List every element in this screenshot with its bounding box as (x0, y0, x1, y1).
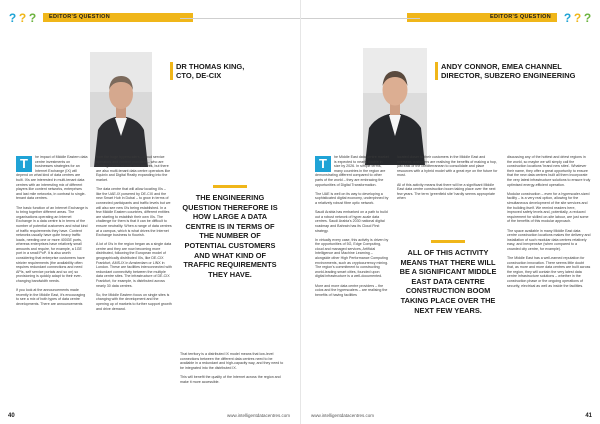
paragraph: located closer to their customers in the Middle East and overseas customers are realising the benefits of making a hop, just east of the Mediterranean to consolidate and place resources with a hybrid model with a great eye on the future for most. (397, 155, 498, 178)
paragraph: The Middle East has a well-earned reputation for construction innovation. There seems little doubt that, as more and more data centres are built across the region, they will contain the very latest data centre infrastructure solutions – whether in the construction phase or the ongoing operations of security, electrical as well as inside the facilities. (507, 256, 591, 288)
paragraph: That territory is a distributed IX model means that low-level connections between the different data centres need to be available in a redundant and high-capacity way, and they need to be integrated into the distributed IX. (180, 352, 284, 370)
drop-cap: T (315, 156, 331, 172)
paragraph: This will benefit the quality of the Internet across the region and make it more accessible. (180, 374, 281, 384)
paragraph: Modular construction – even for a hyperscaler-sized facility – is a very real option, allowing for the simultaneous development of the site services and the building itself. We remind readers here, improved safety levels and, potentially, a reduced requirement for skilled on-site labour, are just some of the benefits of this modular approach. (507, 191, 590, 224)
article-column-2 (397, 155, 499, 206)
paragraph: All of this activity means that there will be a significant Middle East data centre construction boom taking place over the next few years. The term 'greenfield site' hardly seems appropriate when (397, 182, 496, 201)
question-marks-logo (563, 12, 592, 24)
question-marks-logo (8, 12, 37, 24)
paragraph: More and more data centre providers – the colos and the hyperscalers – are realising the benefits of having facilities (315, 283, 388, 297)
right-page (300, 0, 600, 424)
article-column-1 (315, 155, 389, 302)
speaker-name: ANDY CONNOR, EMEA CHANNEL (441, 62, 562, 71)
paragraph: If you look at the announcements made recently in the Middle East, it's encouraging to see a mix of both types of data centre developments. There are announcements (16, 288, 86, 306)
paragraph: In virtually every case, this activity is driven by the opportunities of 5G, Edge Computing, cloud and managed services, Artificial Intelligence and Machine Learning – alongside other High Performance Computing environments, such as cryptocurrency mining. The region's commitment to constructing world-leading smart cities, founded upon digital infrastructure is a well-documented. (315, 237, 389, 279)
footer-url: www.intelligentdatacentres.com (311, 413, 375, 418)
article-column-2 (96, 155, 172, 316)
paragraph: The basic function of an Internet Exchange is to bring together different areas. The organisations operating an Internet Exchange in a data centre is in terms of the number of potential customers and what kind of traffic requirements they have. Content networks usually have quite heavy traffic loads, needing one or more 400GE ports, whereas enterprises have relatively small amounts and require, for example, a 1GE port in a small PoP. It is also worth considering that enterprise customers have stricter requirements (the availability often requires redundant connections and need APIs, self service portals and so on) so provisioning is quickly adapt to their ever-changing bandwidth needs. (16, 205, 88, 284)
speaker-name-block (441, 62, 591, 80)
question-mark-icon: ? (18, 10, 27, 25)
paragraph: from the huge hyperscalers – cloud service operators and content providers – who are building carrier-neutral data centres, but there are also multi-tenant data centre operators like Equinix and Digital Realty expanding into the market. (96, 155, 171, 182)
drop-cap: T (16, 156, 32, 172)
speaker-photo (90, 52, 152, 167)
page-header (8, 11, 193, 24)
header-rule (180, 18, 300, 19)
paragraph: A lot of IXs in the region began as a single data centre and they are now becoming more distributed, following the European model of geographically distributed IXs, like DE-CIX Frankfurt, AMS-IX in Amsterdam or LINX in London. These are facilities interconnected with redundant connectivity between the multiple data centre sites. The infrastructure of DE-CIX Frankfurt, for example, is distributed across nearly 30 data centres. (96, 242, 172, 288)
page-number: 41 (585, 413, 592, 419)
section-tag: EDITOR'S QUESTION (43, 13, 193, 22)
name-accent-bar (435, 62, 438, 80)
paragraph: The data centre that will allow locating IXs – like the UAE-IX powered by DE-CIX and the new Smart Hub in Dubai – to grow in terms of connected participants and traffic levels but we will also see new IXs being established. In a few Middle Eastern countries, different entities are starting to establish their own IXs. The challenge for them is that it can be difficult to ensure neutrality. When a range of data centres at a campus, which is what drives the Internet Exchange business to flourish. (96, 187, 172, 238)
paragraph: So, the Middle Eastern focus on single sites is changing with the development and the opening up of markets to further support growth and drive demand. (96, 292, 172, 311)
question-mark-icon: ? (583, 10, 592, 25)
speaker-title: CTO, DE-CIX (176, 71, 222, 80)
speaker-name: DR THOMAS KING, (176, 62, 245, 71)
paragraph: The space available in many Middle East data centre construction locations makes the delivery and installation of such modular data centres relatively easy, and inexpensive (when compared to a crowded city centre, for example). (507, 228, 591, 251)
pull-quote-text: ALL OF THIS ACTIVITY MEANS THAT THERE WILL BE A SIGNIFICANT MIDDLE EAST DATA CENTRE CONSTRUCTION BOOM TAKING PLACE OVER THE NEXT FEW YEARS. (399, 248, 497, 315)
paragraph: discussing any of the hottest and driest regions in the world, so maybe we will simply call the construction locations 'brand new sites'. Whatever their name, they offer a great opportunity to ensure that the new data centres built all them incorporate the very latest infrastructure solutions to ensure truly optimised energy-efficient operation. (507, 155, 591, 187)
name-accent-bar (170, 62, 173, 80)
question-mark-icon: ? (28, 10, 37, 25)
paragraph: The UAE is well on its way to developing a sophisticated digital economy, underpinned by a relatively robust fibre optic network. (315, 191, 389, 205)
article-column-3 (507, 155, 591, 293)
pull-quote-text: THE ENGINEERING QUESTION THEREFORE IS HOW LARGE A DATA CENTRE IS IN TERMS OF THE NUMBER OF POTENTIAL CUSTOMERS AND WHAT KIND OF TRAFFIC REQUIREMENTS THEY HAVE. (182, 193, 278, 279)
section-tag: EDITOR'S QUESTION (407, 13, 557, 22)
header-rule (301, 18, 420, 19)
footer-url: www.intelligentdatacentres.com (226, 413, 290, 418)
speaker-photo (363, 48, 427, 165)
paragraph: Saudi Arabia has embarked on a path to build out a robust network of hyper-scale data centres. Saudi Arabia's 2030 national digital roadmap and Bahrain has its Cloud First strategy. (315, 210, 388, 233)
paragraph: he Middle East data centre market is expected to nearly double in size by 2026. In simple terms, many countries in the region are demonstrating different compared to other parts of the world – they are embracing the opportunities of Digital Transformation. (315, 155, 389, 187)
question-mark-icon: ? (8, 10, 17, 25)
paragraph: he impact of Middle Eastern data centre investments on businesses strategies for an Internet Exchange (IX) will depend on what kind of data centres are built. IXs are interested in multi-tenant data centres with an interesting mix of different players like content networks, enterprises and last mile networks, in contrast to single-tenant data centres. (16, 155, 88, 201)
article-column-1 (16, 155, 88, 311)
speaker-name-block (176, 62, 286, 80)
question-mark-icon: ? (573, 10, 582, 25)
pull-quote-rule (213, 185, 247, 188)
question-mark-icon: ? (563, 10, 572, 25)
article-column-3 (180, 352, 284, 389)
pull-quote-rule (431, 240, 465, 243)
page-header (407, 11, 592, 24)
pull-quote (180, 185, 280, 279)
speaker-title: DIRECTOR, SUBZERO ENGINEERING (441, 71, 576, 80)
pull-quote (397, 240, 499, 315)
page-number: 40 (8, 413, 15, 419)
